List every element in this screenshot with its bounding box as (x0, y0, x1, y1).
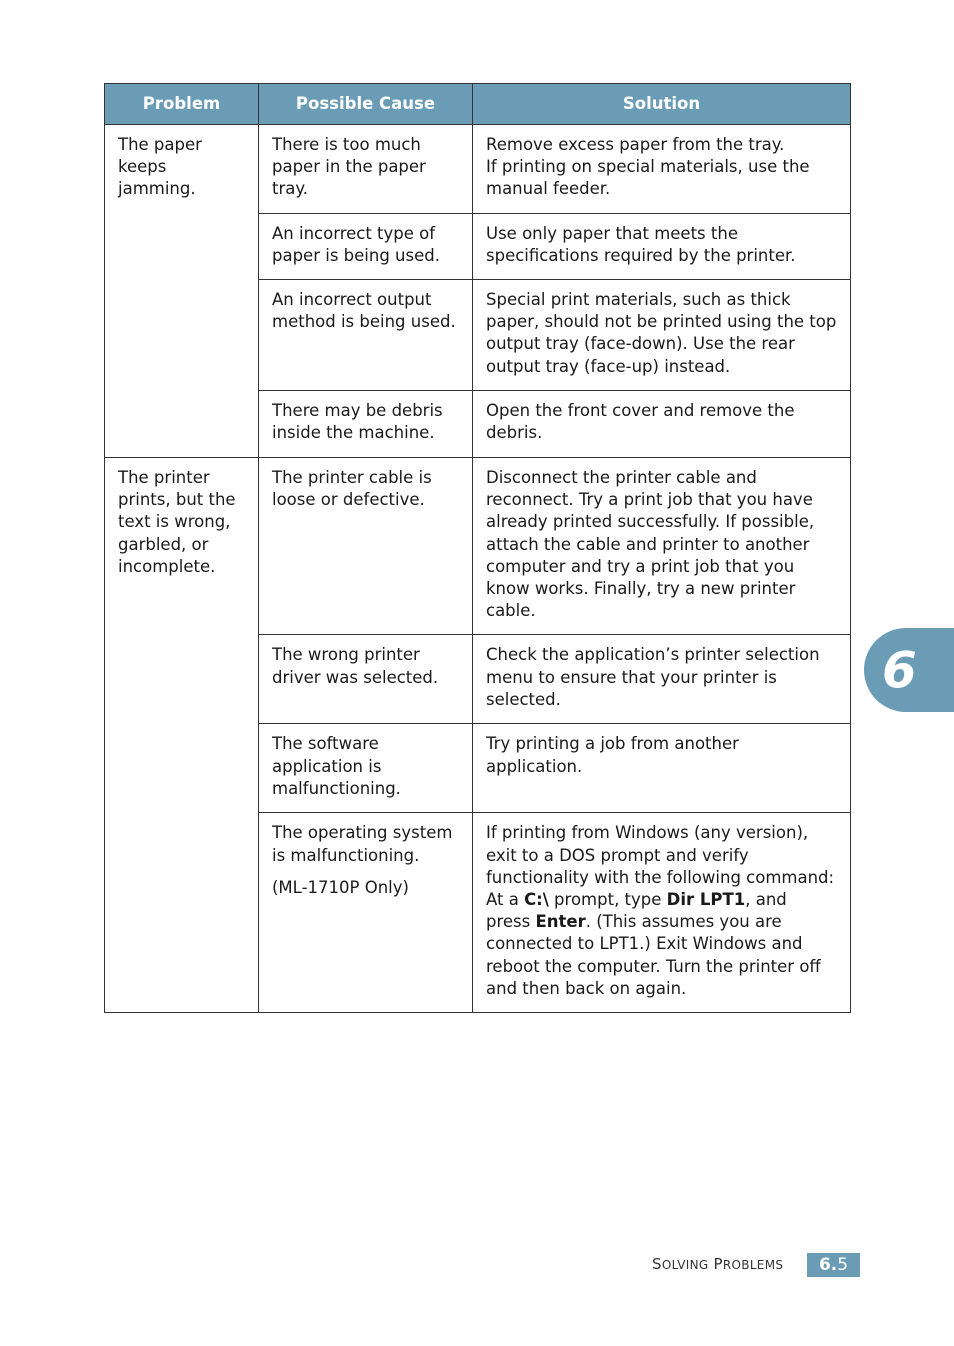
solution-line: paper, should not be printed using the top (486, 312, 837, 332)
dos-command-text: Dir LPT1 (666, 890, 746, 910)
page-number (807, 1253, 860, 1277)
cause-cell (259, 724, 473, 813)
solution-line: Try printing a job from another (486, 734, 739, 754)
solution-line: already printed successfully. If possible, (486, 512, 815, 532)
solution-line (486, 889, 838, 911)
solution-cell (473, 391, 851, 458)
cause-paragraph (272, 822, 460, 866)
solution-line: cable. (486, 601, 536, 621)
cause-cell (259, 813, 473, 1013)
solution-line: specifications required by the printer. (486, 245, 796, 265)
problem-line: The paper (118, 135, 202, 154)
problem-line: prints, but the (118, 490, 236, 510)
solution-line: menu to ensure that your printer is (486, 667, 777, 687)
solution-line: exit to a DOS prompt and verify (486, 845, 749, 865)
cause-cell (259, 458, 473, 635)
problem-cell (105, 125, 259, 458)
cause-line: paper is being used. (272, 245, 440, 265)
cause-cell (259, 635, 473, 724)
solution-line: Open the front cover and remove the (486, 401, 795, 421)
cause-line: An incorrect type of (272, 223, 436, 243)
problem-cell (105, 458, 259, 1013)
solution-line: and then back on again. (486, 978, 687, 998)
text-run: , and (745, 890, 787, 910)
page-chapter: 6. (818, 1255, 838, 1275)
solution-cell (473, 213, 851, 279)
problem-line: garbled, or (118, 534, 209, 554)
solution-line: If printing on special materials, use the (486, 157, 810, 177)
cause-line: The wrong printer (272, 645, 420, 665)
page-num: 5 (837, 1255, 849, 1275)
text-run: . (This assumes you are (585, 912, 782, 932)
solution-cell (473, 458, 851, 635)
text-run: prompt, type (548, 890, 667, 910)
solution-line: know works. Finally, try a new printer (486, 579, 796, 599)
text-run: press (486, 912, 536, 932)
solution-cell (473, 813, 851, 1013)
chapter-number: 6 (882, 641, 917, 699)
troubleshooting-table (104, 83, 851, 1013)
solution-line: Use only paper that meets the (486, 223, 738, 243)
cause-line: is malfunctioning. (272, 845, 420, 865)
cause-note: (ML-1710P Only) (272, 877, 409, 897)
table-row (105, 125, 851, 214)
table-row (105, 458, 851, 635)
solution-cell (473, 635, 851, 724)
problem-line: jamming. (118, 179, 196, 199)
solution-line: reboot the computer. Turn the printer off (486, 956, 821, 976)
cause-line: malfunctioning. (272, 778, 401, 798)
dos-prompt-text: C:\ (524, 890, 549, 910)
solution-line: connected to LPT1.) Exit Windows and (486, 934, 803, 954)
problem-line: incomplete. (118, 556, 216, 576)
cause-cell (259, 391, 473, 458)
cause-cell (259, 280, 473, 391)
cause-line: application is (272, 756, 382, 776)
solution-line: reconnect. Try a print job that you have (486, 490, 813, 510)
cause-line: The software (272, 734, 379, 754)
problem-line: text is wrong, (118, 512, 231, 532)
solution-cell (473, 125, 851, 214)
cause-line: There may be debris (272, 401, 443, 421)
footer-cap: P (713, 1255, 723, 1273)
enter-key-text: Enter (535, 912, 586, 932)
cause-line: method is being used. (272, 312, 456, 332)
solution-line (486, 911, 838, 933)
solution-line: manual feeder. (486, 179, 611, 199)
problem-line: keeps (118, 157, 167, 177)
footer-cap: S (652, 1255, 662, 1273)
table-header-row (105, 84, 851, 125)
footer-smallcaps: ROBLEMS (722, 1258, 784, 1272)
cause-line: driver was selected. (272, 667, 439, 687)
header-possible-cause: Possible Cause (259, 84, 473, 125)
solution-line: application. (486, 756, 583, 776)
solution-cell (473, 280, 851, 391)
cause-line: An incorrect output (272, 290, 432, 310)
cause-line: The printer cable is (272, 468, 432, 488)
footer-smallcaps: OLVING (661, 1258, 709, 1272)
cause-cell (259, 125, 473, 214)
cause-line: tray. (272, 179, 309, 199)
solution-line: computer and try a print job that you (486, 556, 795, 576)
solution-line: selected. (486, 689, 561, 709)
solution-line: debris. (486, 423, 543, 443)
chapter-tab (864, 628, 954, 712)
solution-line: output tray (face-up) instead. (486, 356, 731, 376)
solution-line: If printing from Windows (any version), (486, 823, 809, 843)
header-problem: Problem (105, 84, 259, 125)
solution-line: Remove excess paper from the tray. (486, 135, 785, 154)
cause-line: loose or defective. (272, 490, 425, 510)
cause-cell (259, 213, 473, 279)
footer-section-title (652, 1255, 783, 1273)
solution-line: Check the application’s printer selection (486, 645, 820, 665)
solution-line: attach the cable and printer to another (486, 534, 810, 554)
header-solution: Solution (473, 84, 851, 125)
cause-line: inside the machine. (272, 423, 435, 443)
cause-line: There is too much (272, 135, 421, 154)
text-run: At a (486, 890, 525, 910)
solution-line: functionality with the following command: (486, 867, 835, 887)
problem-line: The printer (118, 468, 210, 488)
solution-line: Disconnect the printer cable and (486, 468, 757, 488)
cause-line: paper in the paper (272, 157, 426, 177)
solution-line: output tray (face-down). Use the rear (486, 334, 795, 354)
solution-cell (473, 724, 851, 813)
solution-line: Special print materials, such as thick (486, 290, 791, 310)
cause-line: The operating system (272, 823, 453, 843)
